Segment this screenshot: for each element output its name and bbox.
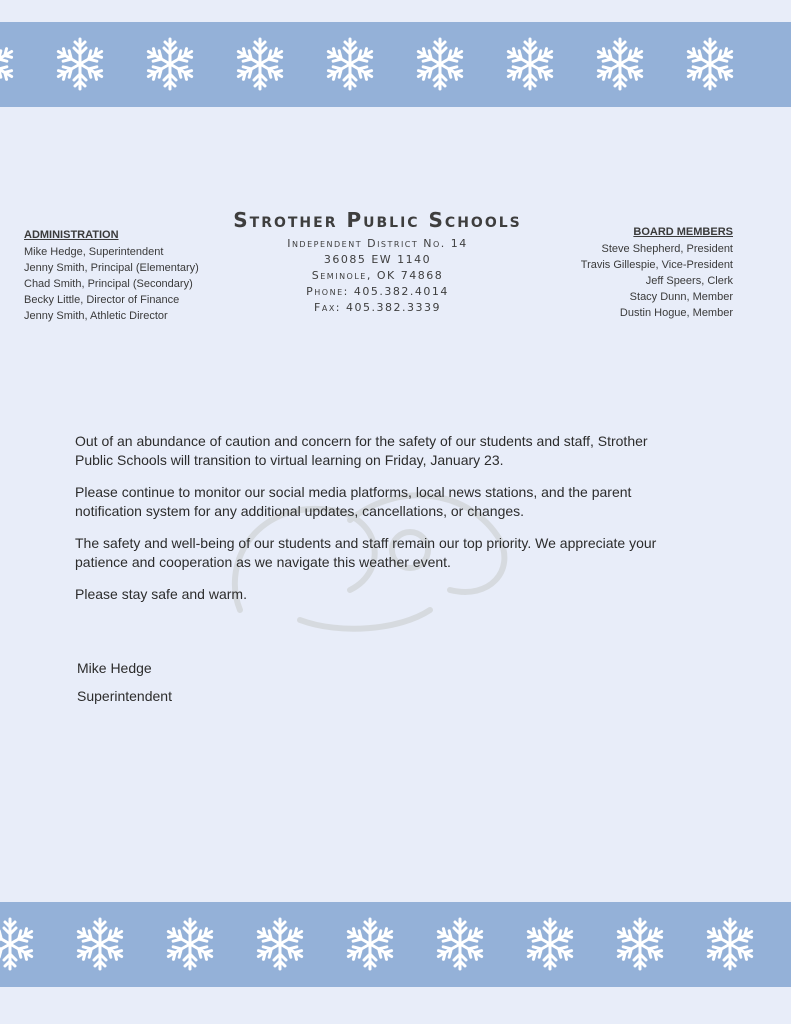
signature-name: Mike Hedge [77, 660, 152, 676]
letter-body [75, 432, 675, 617]
board-member: Dustin Hogue, Member [619, 307, 733, 319]
board-heading: BOARD MEMBERS [633, 226, 733, 238]
snowflake-icon [612, 916, 668, 972]
letter-paragraph: The safety and well-being of our students and staff remain our top priority. We appreciate your patience and cooperation as we navigate this weather event. [75, 535, 657, 570]
snowflake-icon [322, 36, 378, 92]
street-line: 36085 EW 1140 [323, 253, 432, 266]
snowflake-icon [412, 36, 468, 92]
snowflake-icon [682, 36, 738, 92]
top-snowflake-band [0, 22, 791, 107]
admin-member: Mike Hedge, Superintendent [24, 246, 164, 258]
admin-member: Chad Smith, Principal (Secondary) [24, 278, 193, 290]
letter-paragraph: Please stay safe and warm. [75, 586, 247, 602]
admin-member: Becky Little, Director of Finance [24, 294, 180, 306]
snowflake-icon [592, 36, 648, 92]
letter-paragraph: Out of an abundance of caution and concern for the safety of our students and staff, Strother Public Schools will transition to virtual learning on Friday, January 23. [75, 433, 648, 468]
letterhead [205, 208, 550, 316]
admin-member: Jenny Smith, Principal (Elementary) [24, 262, 199, 274]
board-member: Jeff Speers, Clerk [645, 275, 733, 287]
fax-line: Fax: 405.382.3339 [314, 301, 441, 314]
administration-heading: ADMINISTRATION [24, 229, 119, 241]
snowflake-icon [72, 916, 128, 972]
city-line: Seminole, OK 74868 [311, 269, 444, 282]
snowflake-icon [432, 916, 488, 972]
school-name: Strother Public Schools [233, 208, 522, 232]
snowflake-icon [162, 916, 218, 972]
snowflake-icon [702, 916, 758, 972]
phone-line: Phone: 405.382.4014 [306, 285, 449, 298]
administration-list [24, 227, 224, 324]
board-members-list [513, 224, 733, 321]
snowflake-icon [52, 36, 108, 92]
signature-title: Superintendent [77, 688, 172, 704]
snowflake-icon [232, 36, 288, 92]
snowflake-icon [142, 36, 198, 92]
snowflake-icon [0, 916, 38, 972]
snowflake-icon [342, 916, 398, 972]
signature-block [77, 660, 172, 716]
admin-member: Jenny Smith, Athletic Director [24, 310, 168, 322]
snowflake-icon [502, 36, 558, 92]
snowflake-icon [522, 916, 578, 972]
letter-paragraph: Please continue to monitor our social media platforms, local news stations, and the parent notification system for any additional updates, cancellations, or changes. [75, 484, 632, 519]
board-member: Travis Gillespie, Vice-President [580, 259, 733, 271]
bottom-snowflake-band [0, 902, 791, 987]
board-member: Steve Shepherd, President [601, 243, 733, 255]
snowflake-icon [0, 36, 18, 92]
board-member: Stacy Dunn, Member [629, 291, 733, 303]
snowflake-icon [252, 916, 308, 972]
district-line: Independent District No. 14 [287, 237, 468, 250]
